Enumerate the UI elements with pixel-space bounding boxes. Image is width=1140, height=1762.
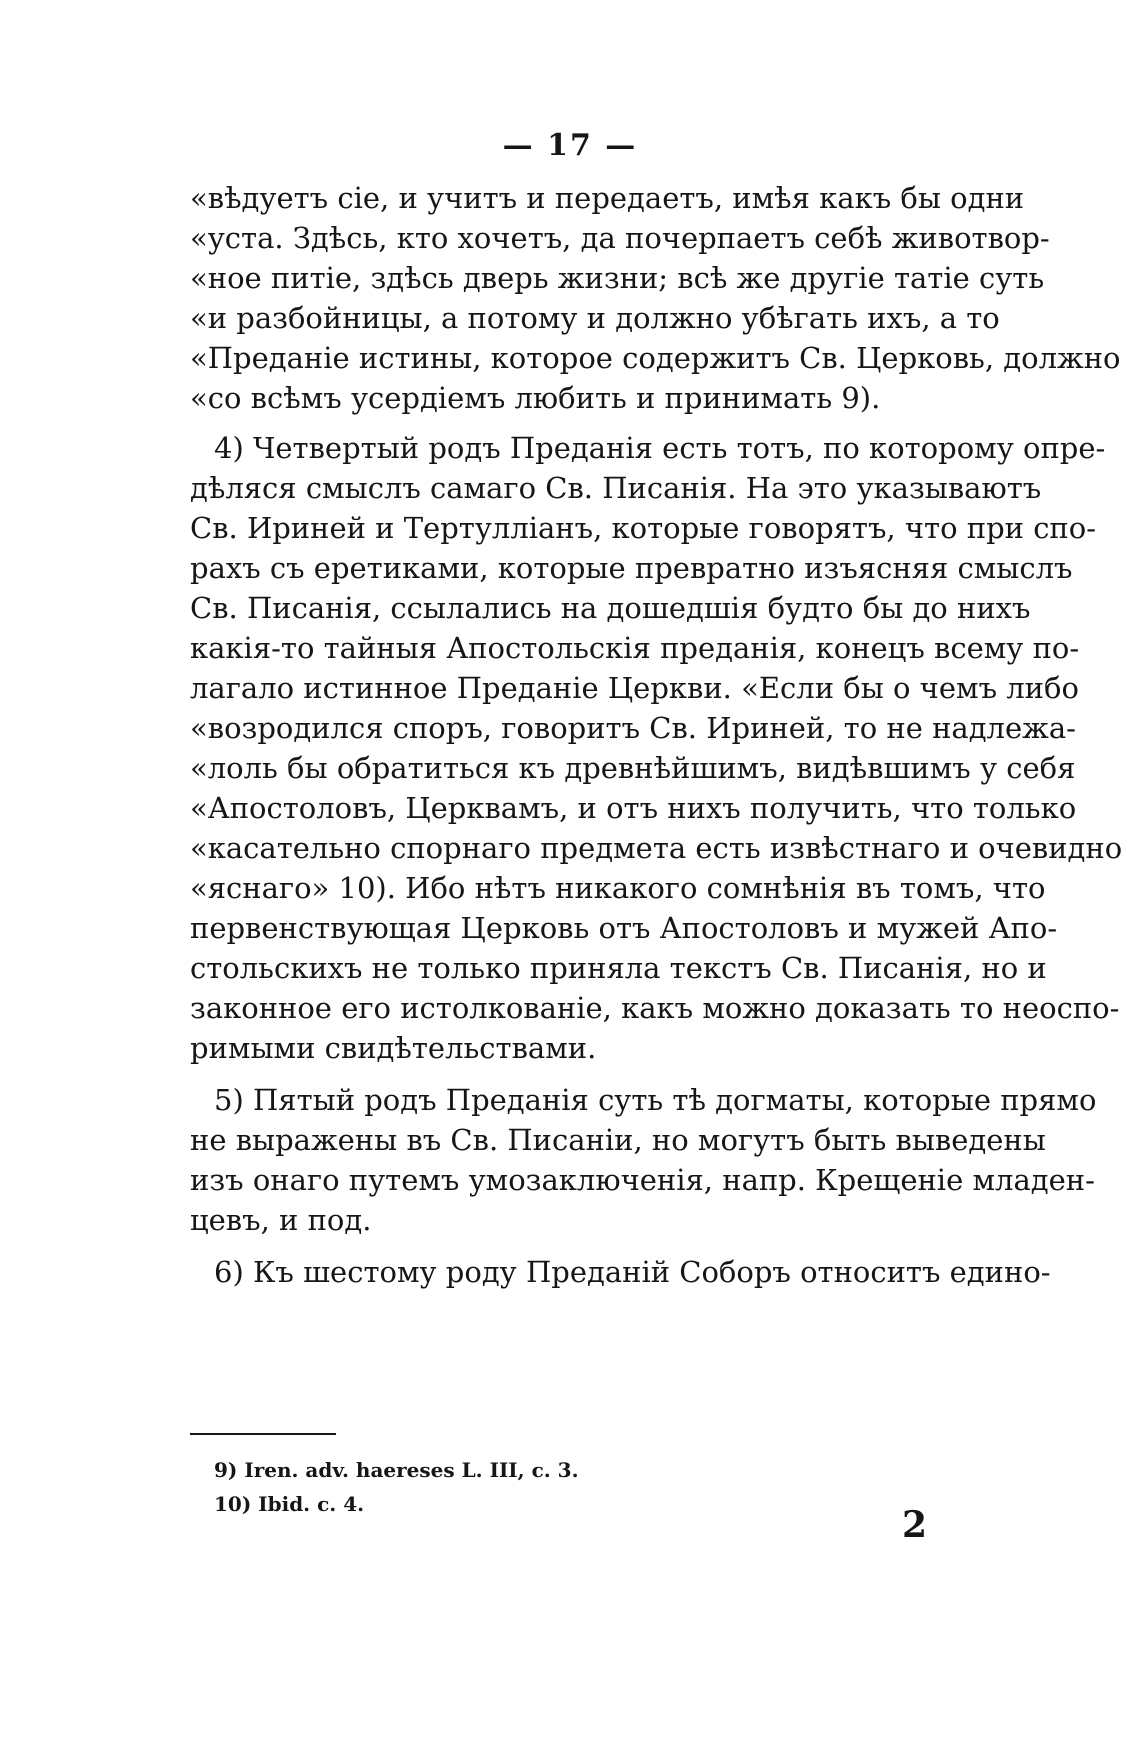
text-line: «вѣдуетъ сіе, и учитъ и передаетъ, имѣя какъ бы одни bbox=[190, 181, 1025, 215]
text-line: стольскихъ не только приняла текстъ Св. Писанія, но и bbox=[190, 951, 1047, 985]
footnote-rule bbox=[190, 1433, 336, 1435]
text-line: «уста. Здѣсь, кто хочетъ, да почерпаетъ себѣ животвор- bbox=[190, 221, 1050, 255]
text-line: Св. Ириней и Тертулліанъ, которые говорятъ, что при спо- bbox=[190, 511, 1097, 545]
text-line: рахъ съ еретиками, которые превратно изъясняя смыслъ bbox=[190, 551, 1073, 585]
text-line: «Преданіе истины, которое содержитъ Св. Церковь, должно bbox=[190, 341, 1121, 375]
text-line: изъ онаго путемъ умозаключенія, напр. Крещеніе младен- bbox=[190, 1163, 1095, 1197]
text-line: дѣляся смыслъ самаго Св. Писанія. На это указываютъ bbox=[190, 471, 1042, 505]
footnote: 9) Iren. adv. haereses L. III, c. 3. bbox=[214, 1458, 579, 1482]
text-line: 4) Четвертый родъ Преданія есть тотъ, по которому опре- bbox=[214, 431, 1106, 465]
footnote: 10) Ibid. c. 4. bbox=[214, 1492, 365, 1516]
text-line: «лоль бы обратиться къ древнѣйшимъ, видѣвшимъ у себя bbox=[190, 751, 1076, 785]
text-line: «и разбойницы, а потому и должно убѣгать ихъ, а то bbox=[190, 301, 1000, 335]
text-line: не выражены въ Св. Писаніи, но могутъ быть выведены bbox=[190, 1123, 1046, 1157]
text-line: первенствующая Церковь отъ Апостоловъ и мужей Апо- bbox=[190, 911, 1058, 945]
text-line: «яснаго» 10). Ибо нѣтъ никакого сомнѣнія въ томъ, что bbox=[190, 871, 1046, 905]
text-line: «Апостоловъ, Церквамъ, и отъ нихъ получить, что только bbox=[190, 791, 1077, 825]
text-line: какія-то тайныя Апостольскія преданія, конецъ всему по- bbox=[190, 631, 1080, 665]
text-line: 6) Къ шестому роду Преданій Соборъ относитъ едино- bbox=[214, 1255, 1051, 1289]
text-line: «со всѣмъ усердіемъ любить и принимать 9). bbox=[190, 381, 881, 415]
text-line: законное его истолкованіе, какъ можно доказать то неоспо- bbox=[190, 991, 1120, 1025]
text-line: Св. Писанія, ссылались на дошедшія будто бы до нихъ bbox=[190, 591, 1031, 625]
text-line: «возродился споръ, говоритъ Св. Ириней, то не надлежа- bbox=[190, 711, 1076, 745]
text-line: «ное питіе, здѣсь дверь жизни; всѣ же другіе татіе суть bbox=[190, 261, 1045, 295]
text-line: римыми свидѣтельствами. bbox=[190, 1031, 597, 1065]
text-line: цевъ, и под. bbox=[190, 1203, 372, 1237]
text-line: «касательно спорнаго предмета есть извѣстнаго и очевидно bbox=[190, 831, 1123, 865]
page-number: — 17 — bbox=[502, 128, 638, 163]
text-line: 5) Пятый родъ Преданія суть тѣ догматы, которые прямо bbox=[214, 1083, 1097, 1117]
text-line: лагало истинное Преданіе Церкви. «Если бы о чемъ либо bbox=[190, 671, 1079, 705]
signature-mark: 2 bbox=[902, 1504, 928, 1546]
